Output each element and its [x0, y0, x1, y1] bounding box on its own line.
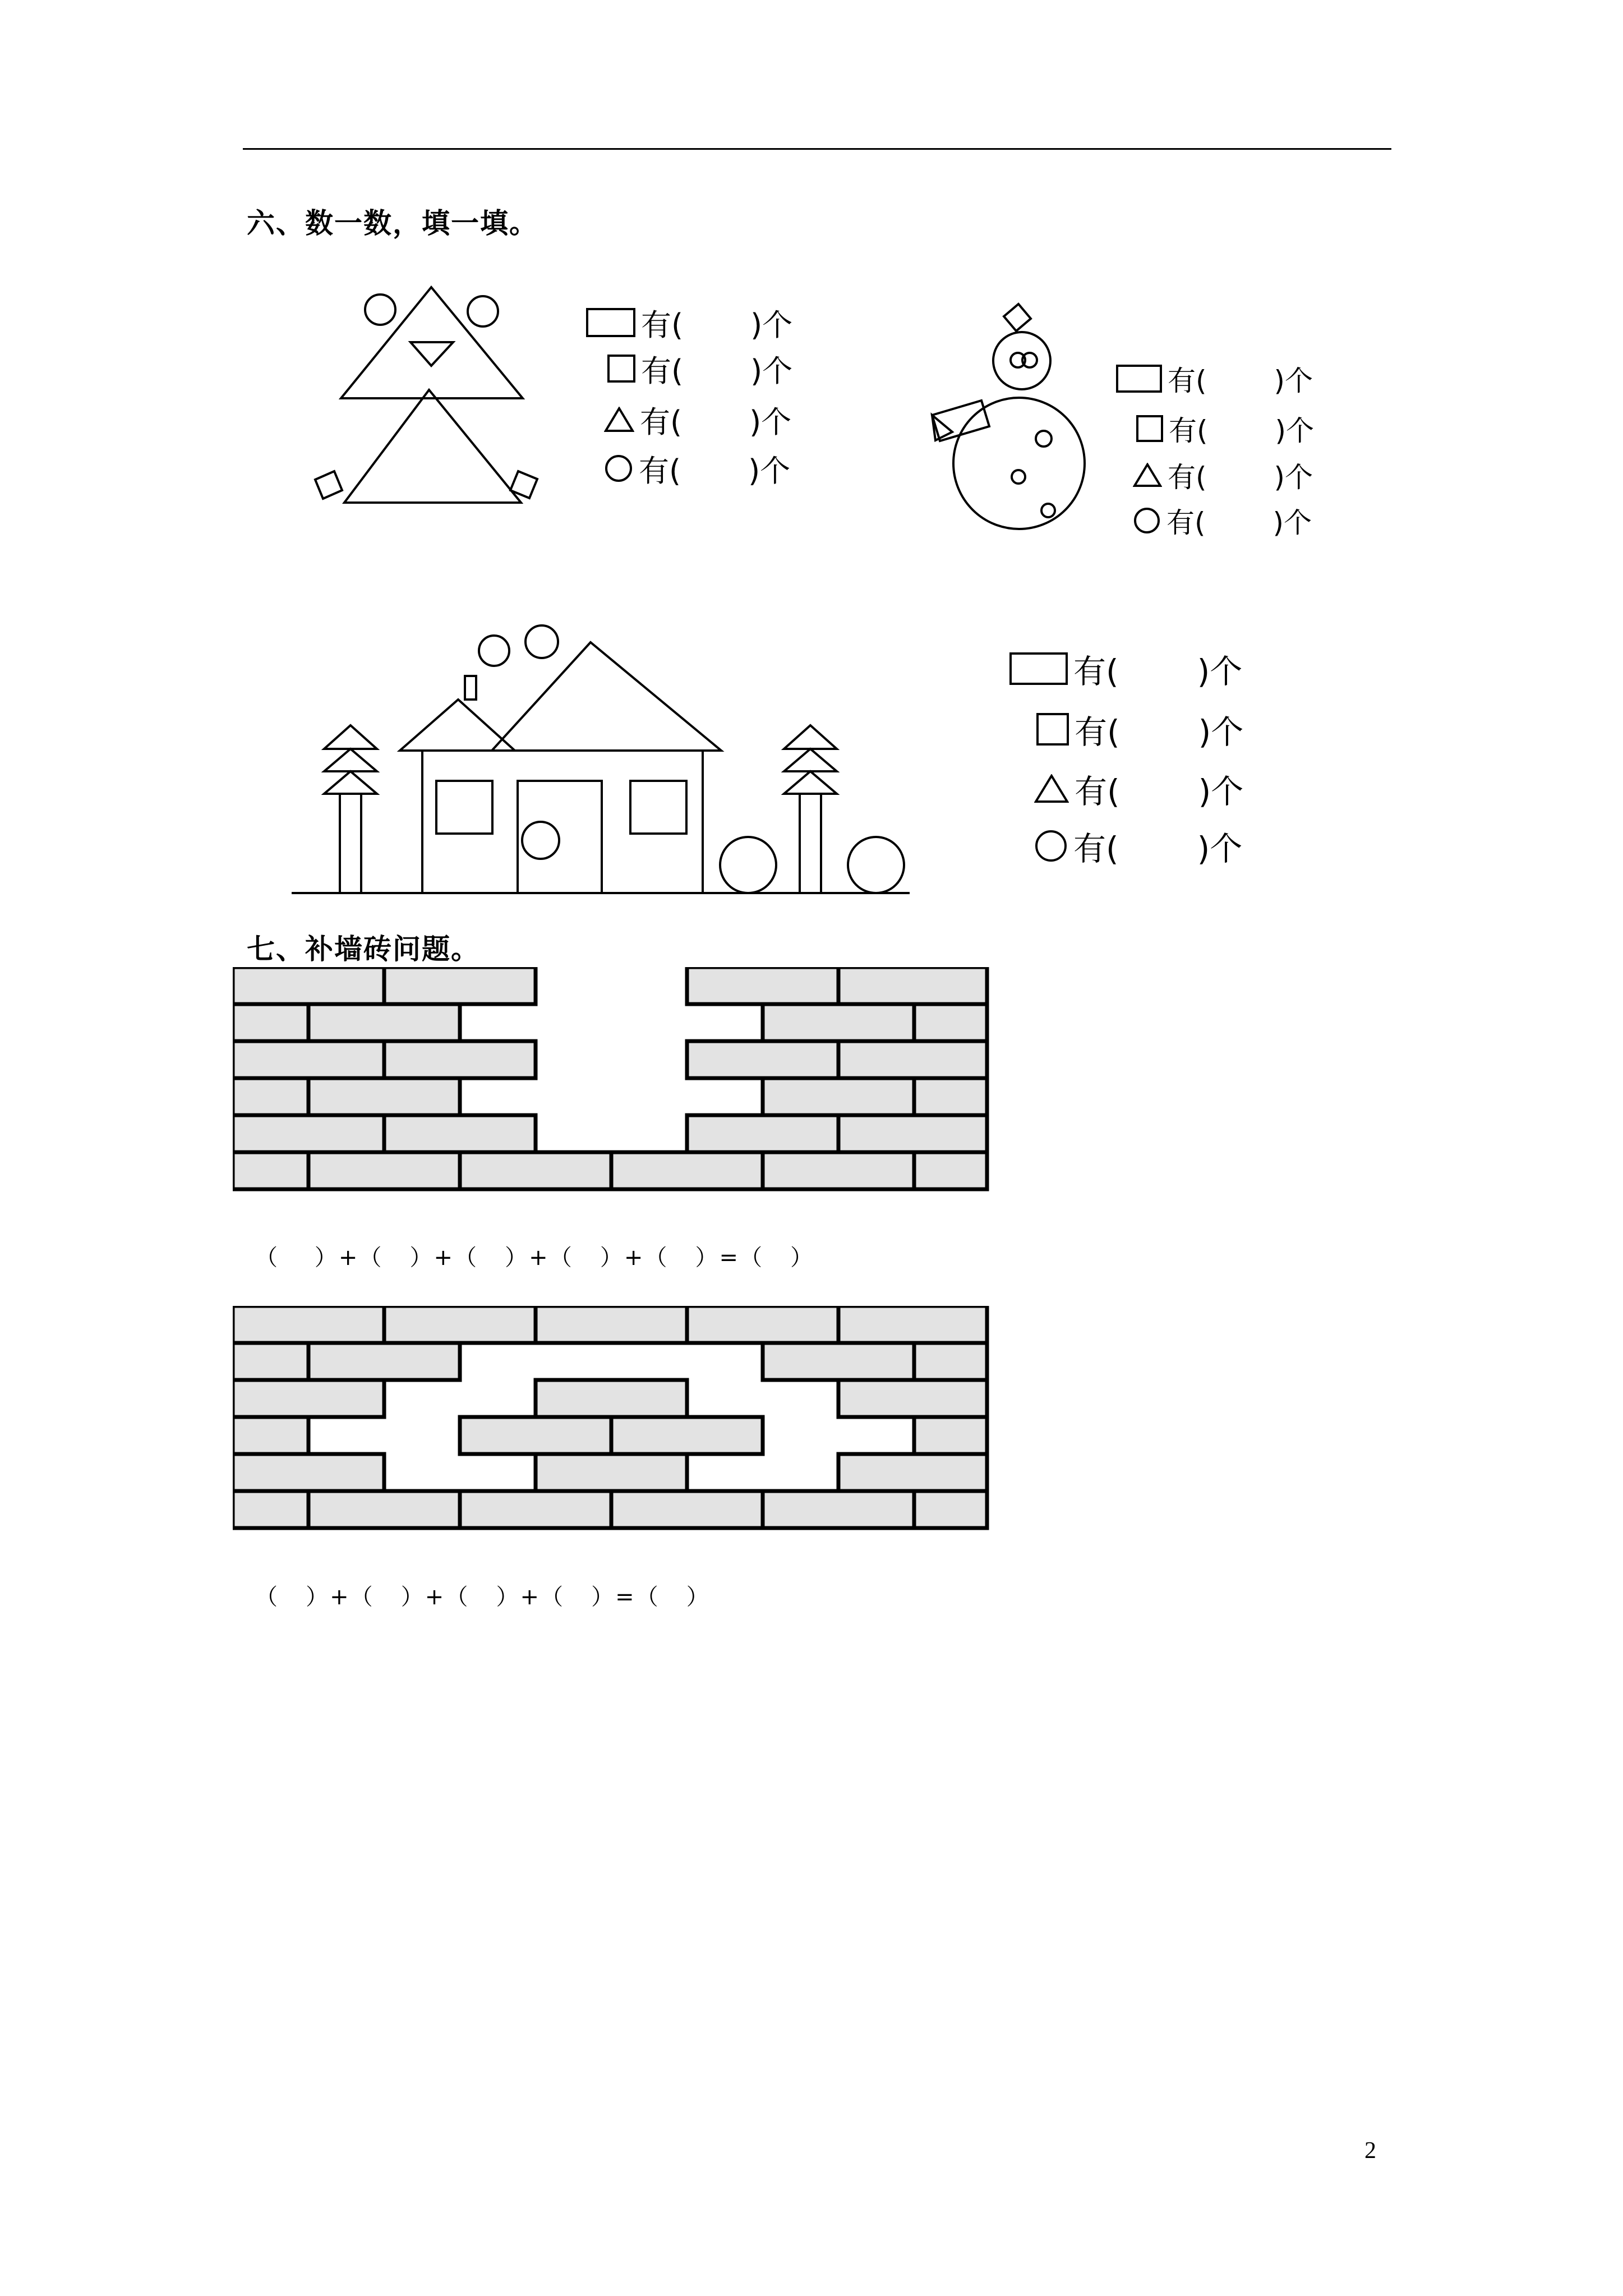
count-row-square: 有( )个 — [1136, 405, 1314, 452]
count-row-triangle: 有( )个 — [604, 395, 792, 444]
brick — [611, 1491, 763, 1528]
square-icon — [1036, 713, 1069, 746]
brick — [308, 1343, 460, 1380]
circle-icon — [1133, 507, 1161, 535]
rectangle-shape — [800, 794, 821, 893]
circle-shape — [1036, 431, 1052, 447]
circle-shape — [1012, 470, 1025, 484]
count-row-triangle: 有( )个 — [1133, 452, 1314, 498]
rectangle-shape — [340, 794, 361, 893]
section6-heading: 六、数一数，填一填。 — [247, 206, 538, 240]
triangle-shape — [784, 725, 837, 749]
brick — [611, 1152, 763, 1189]
rectangle-shape — [932, 401, 989, 441]
count-row-square: 有( )个 — [607, 342, 792, 395]
square-shape — [630, 781, 686, 834]
brick — [536, 1306, 687, 1343]
brick — [914, 1491, 987, 1528]
brick — [763, 1491, 914, 1528]
triangle-shape — [324, 771, 377, 794]
brick — [460, 1491, 611, 1528]
triangle-shape — [411, 342, 453, 366]
equation-1[interactable]: （ ）+（ ）+（ ）+（ ）+（ ）=（ ） — [255, 1245, 815, 1271]
brick — [233, 1306, 384, 1343]
triangle-icon — [604, 407, 634, 432]
count-row-square: 有( )个 — [1036, 699, 1243, 760]
brick — [308, 1152, 460, 1189]
brick — [611, 1417, 763, 1454]
triangle-shape — [784, 749, 837, 771]
count-row-circle: 有( )个 — [1133, 498, 1314, 543]
brick — [687, 967, 838, 1004]
brick — [460, 1417, 611, 1454]
brick — [233, 1343, 308, 1380]
brick — [914, 1004, 987, 1041]
brick — [914, 1078, 987, 1115]
circle-shape — [1041, 504, 1055, 517]
square-shape — [1004, 304, 1031, 331]
brick — [233, 1041, 384, 1078]
rectangle-shape — [465, 676, 476, 700]
equation-2[interactable]: （ ）+（ ）+（ ）+（ ）=（ ） — [255, 1584, 711, 1610]
triangle-shape — [324, 749, 377, 771]
house-figure — [286, 623, 920, 898]
triangle-shape — [492, 642, 721, 751]
count-row-rectangle: 有( )个 — [1009, 638, 1243, 699]
circle-shape — [522, 822, 559, 859]
brick — [838, 1115, 987, 1152]
brick — [384, 967, 536, 1004]
brick — [384, 1115, 536, 1152]
square-icon — [1136, 415, 1163, 442]
brick — [687, 1115, 838, 1152]
rectangle-icon — [1009, 652, 1068, 685]
brick — [838, 1041, 987, 1078]
house-count-list — [1009, 638, 1243, 874]
brick — [763, 1343, 914, 1380]
rectangle-shape — [422, 751, 703, 893]
brick — [308, 1491, 460, 1528]
circle-shape — [479, 636, 509, 666]
count-row-circle: 有( )个 — [604, 444, 792, 493]
snowman-figure — [920, 297, 1105, 544]
section7-heading: 七、补墙砖问题。 — [247, 932, 480, 965]
brick — [308, 1078, 460, 1115]
brick — [838, 1454, 987, 1491]
brick — [233, 1152, 308, 1189]
brick — [233, 967, 384, 1004]
triangle-shape — [344, 390, 521, 503]
brick — [384, 1306, 536, 1343]
bear-figure — [303, 280, 572, 516]
brick — [914, 1343, 987, 1380]
brick — [763, 1152, 914, 1189]
triangle-icon — [1034, 774, 1069, 803]
brick — [308, 1004, 460, 1041]
circle-icon — [604, 454, 633, 483]
square-shape — [315, 471, 342, 499]
circle-shape — [468, 296, 498, 326]
square-shape — [436, 781, 492, 834]
rectangle-icon — [586, 308, 635, 337]
brick — [384, 1041, 536, 1078]
brick — [763, 1078, 914, 1115]
brick — [536, 1454, 687, 1491]
brick — [233, 1115, 384, 1152]
brick — [233, 1491, 308, 1528]
brick — [536, 1380, 687, 1417]
circle-shape — [365, 295, 395, 325]
count-row-rectangle: 有( )个 — [586, 303, 792, 342]
brick — [233, 1078, 308, 1115]
brick — [687, 1306, 838, 1343]
brick — [687, 1041, 838, 1078]
brick-wall-2 — [233, 1306, 990, 1530]
square-icon — [607, 355, 635, 383]
brick — [233, 1454, 384, 1491]
triangle-shape — [784, 771, 837, 794]
circle-icon — [1034, 829, 1068, 863]
triangle-shape — [324, 725, 377, 749]
circle-shape — [953, 398, 1085, 529]
brick — [233, 1417, 308, 1454]
circle-shape — [848, 837, 904, 893]
brick — [233, 1380, 384, 1417]
rectangle-icon — [1116, 365, 1162, 393]
brick — [233, 1004, 308, 1041]
brick — [763, 1004, 914, 1041]
snowman-count-list — [1116, 352, 1314, 543]
header-rule — [243, 148, 1391, 150]
circle-shape — [720, 837, 776, 893]
count-row-rectangle: 有( )个 — [1116, 352, 1314, 405]
brick — [838, 1380, 987, 1417]
brick — [838, 967, 987, 1004]
count-row-triangle: 有( )个 — [1034, 760, 1243, 818]
brick — [838, 1306, 987, 1343]
brick-wall-1 — [233, 967, 990, 1191]
circle-shape — [525, 625, 558, 658]
count-row-circle: 有( )个 — [1034, 818, 1243, 874]
bear-count-list — [586, 303, 792, 493]
brick — [914, 1152, 987, 1189]
page-number: 2 — [1364, 2138, 1376, 2164]
triangle-icon — [1133, 463, 1162, 487]
brick — [460, 1152, 611, 1189]
brick — [914, 1417, 987, 1454]
